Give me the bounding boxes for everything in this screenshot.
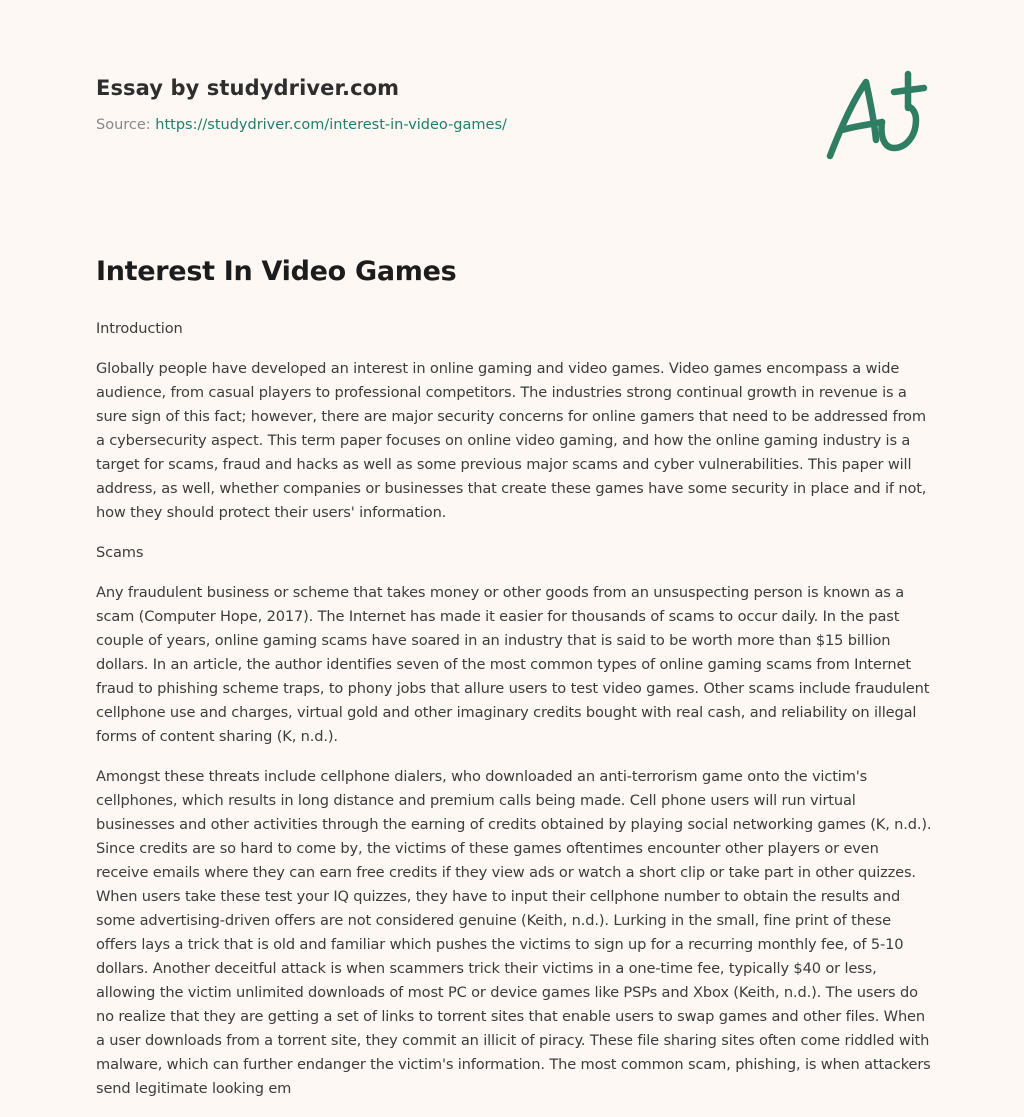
site-title: Essay by studydriver.com [96,76,400,100]
essay-header [96,76,796,133]
paragraph: Any fraudulent business or scheme that takes money or other goods from an unsuspecting person is known as a scam (Computer Hope, 2017). The Internet has made it easier for thousands of scams to occur daily. In the past couple of years, online gaming scams have soared in an industry that is said to be worth more than $15 billion dollars. In an article, the author identifies seven of the most common types of online gaming scams from Internet fraud to phishing scheme traps, to phony jobs that allure users to test video games. Other scams include fraudulent cellphone use and charges, virtual gold and other imaginary credits bought with real cash, and reliability on illegal forms of content sharing (K, n.d.). [96,584,930,745]
section-heading-scams: Scams [96,544,144,561]
a-plus-grade-icon [820,68,930,164]
essay-title: Interest In Video Games [96,256,457,287]
paragraph: Amongst these threats include cellphone dialers, who downloaded an anti-terrorism game onto the victim's cellphones, which results in long distance and premium calls being made. Cell phone users will run virtual businesses and other activities through the earning of credits obtained by playing social networking games (K, n.d.). Since credits are so hard to come by, the victims of these games oftentimes encounter other players or even receive emails where they can earn free credits if they view ads or watch a short clip or take part in other quizzes. When users take these test your IQ quizzes, they have to input their cellphone number to obtain the results and some advertising-driven offers are not considered genuine (Keith, n.d.). Lurking in the small, fine print of these offers lays a trick that is old and familiar which pushes the victims to sign up for a recurring monthly fee, of 5-10 dollars. Another deceitful attack is when scammers trick their victims in a one-time fee, typically $40 or less, allowing the victim unlimited downloads of most PC or device games like PSPs and Xbox (Keith, n.d.). The users do no realize that they are getting a set of links to torrent sites that enable users to swap games and other files. When a user downloads from a torrent site, they commit an illicit of piracy. These file sharing sites often come riddled with malware, which can further endanger the victim's information. The most common scam, phishing, is when attackers send legitimate looking em [96,768,932,1097]
source-label: Source: [96,117,151,133]
paragraph: Globally people have developed an interest in online gaming and video games. Video games encompass a wide audience, from casual players to professional competitors. The industries strong continual growth in revenue is a sure sign of this fact; however, there are major security concerns for online gamers that need to be addressed from a cybersecurity aspect. This term paper focuses on online video gaming, and how the online gaming industry is a target for scams, fraud and hacks as well as some previous major scams and cyber vulnerabilities. This paper will address, as well, whether companies or businesses that create these games have some security in place and if not, how they should protect their users' information. [96,360,927,521]
source-link[interactable]: https://studydriver.com/interest-in-video-games/ [155,117,507,133]
source-line [96,117,796,133]
essay-body [96,256,932,1117]
section-heading-introduction: Introduction [96,320,183,337]
